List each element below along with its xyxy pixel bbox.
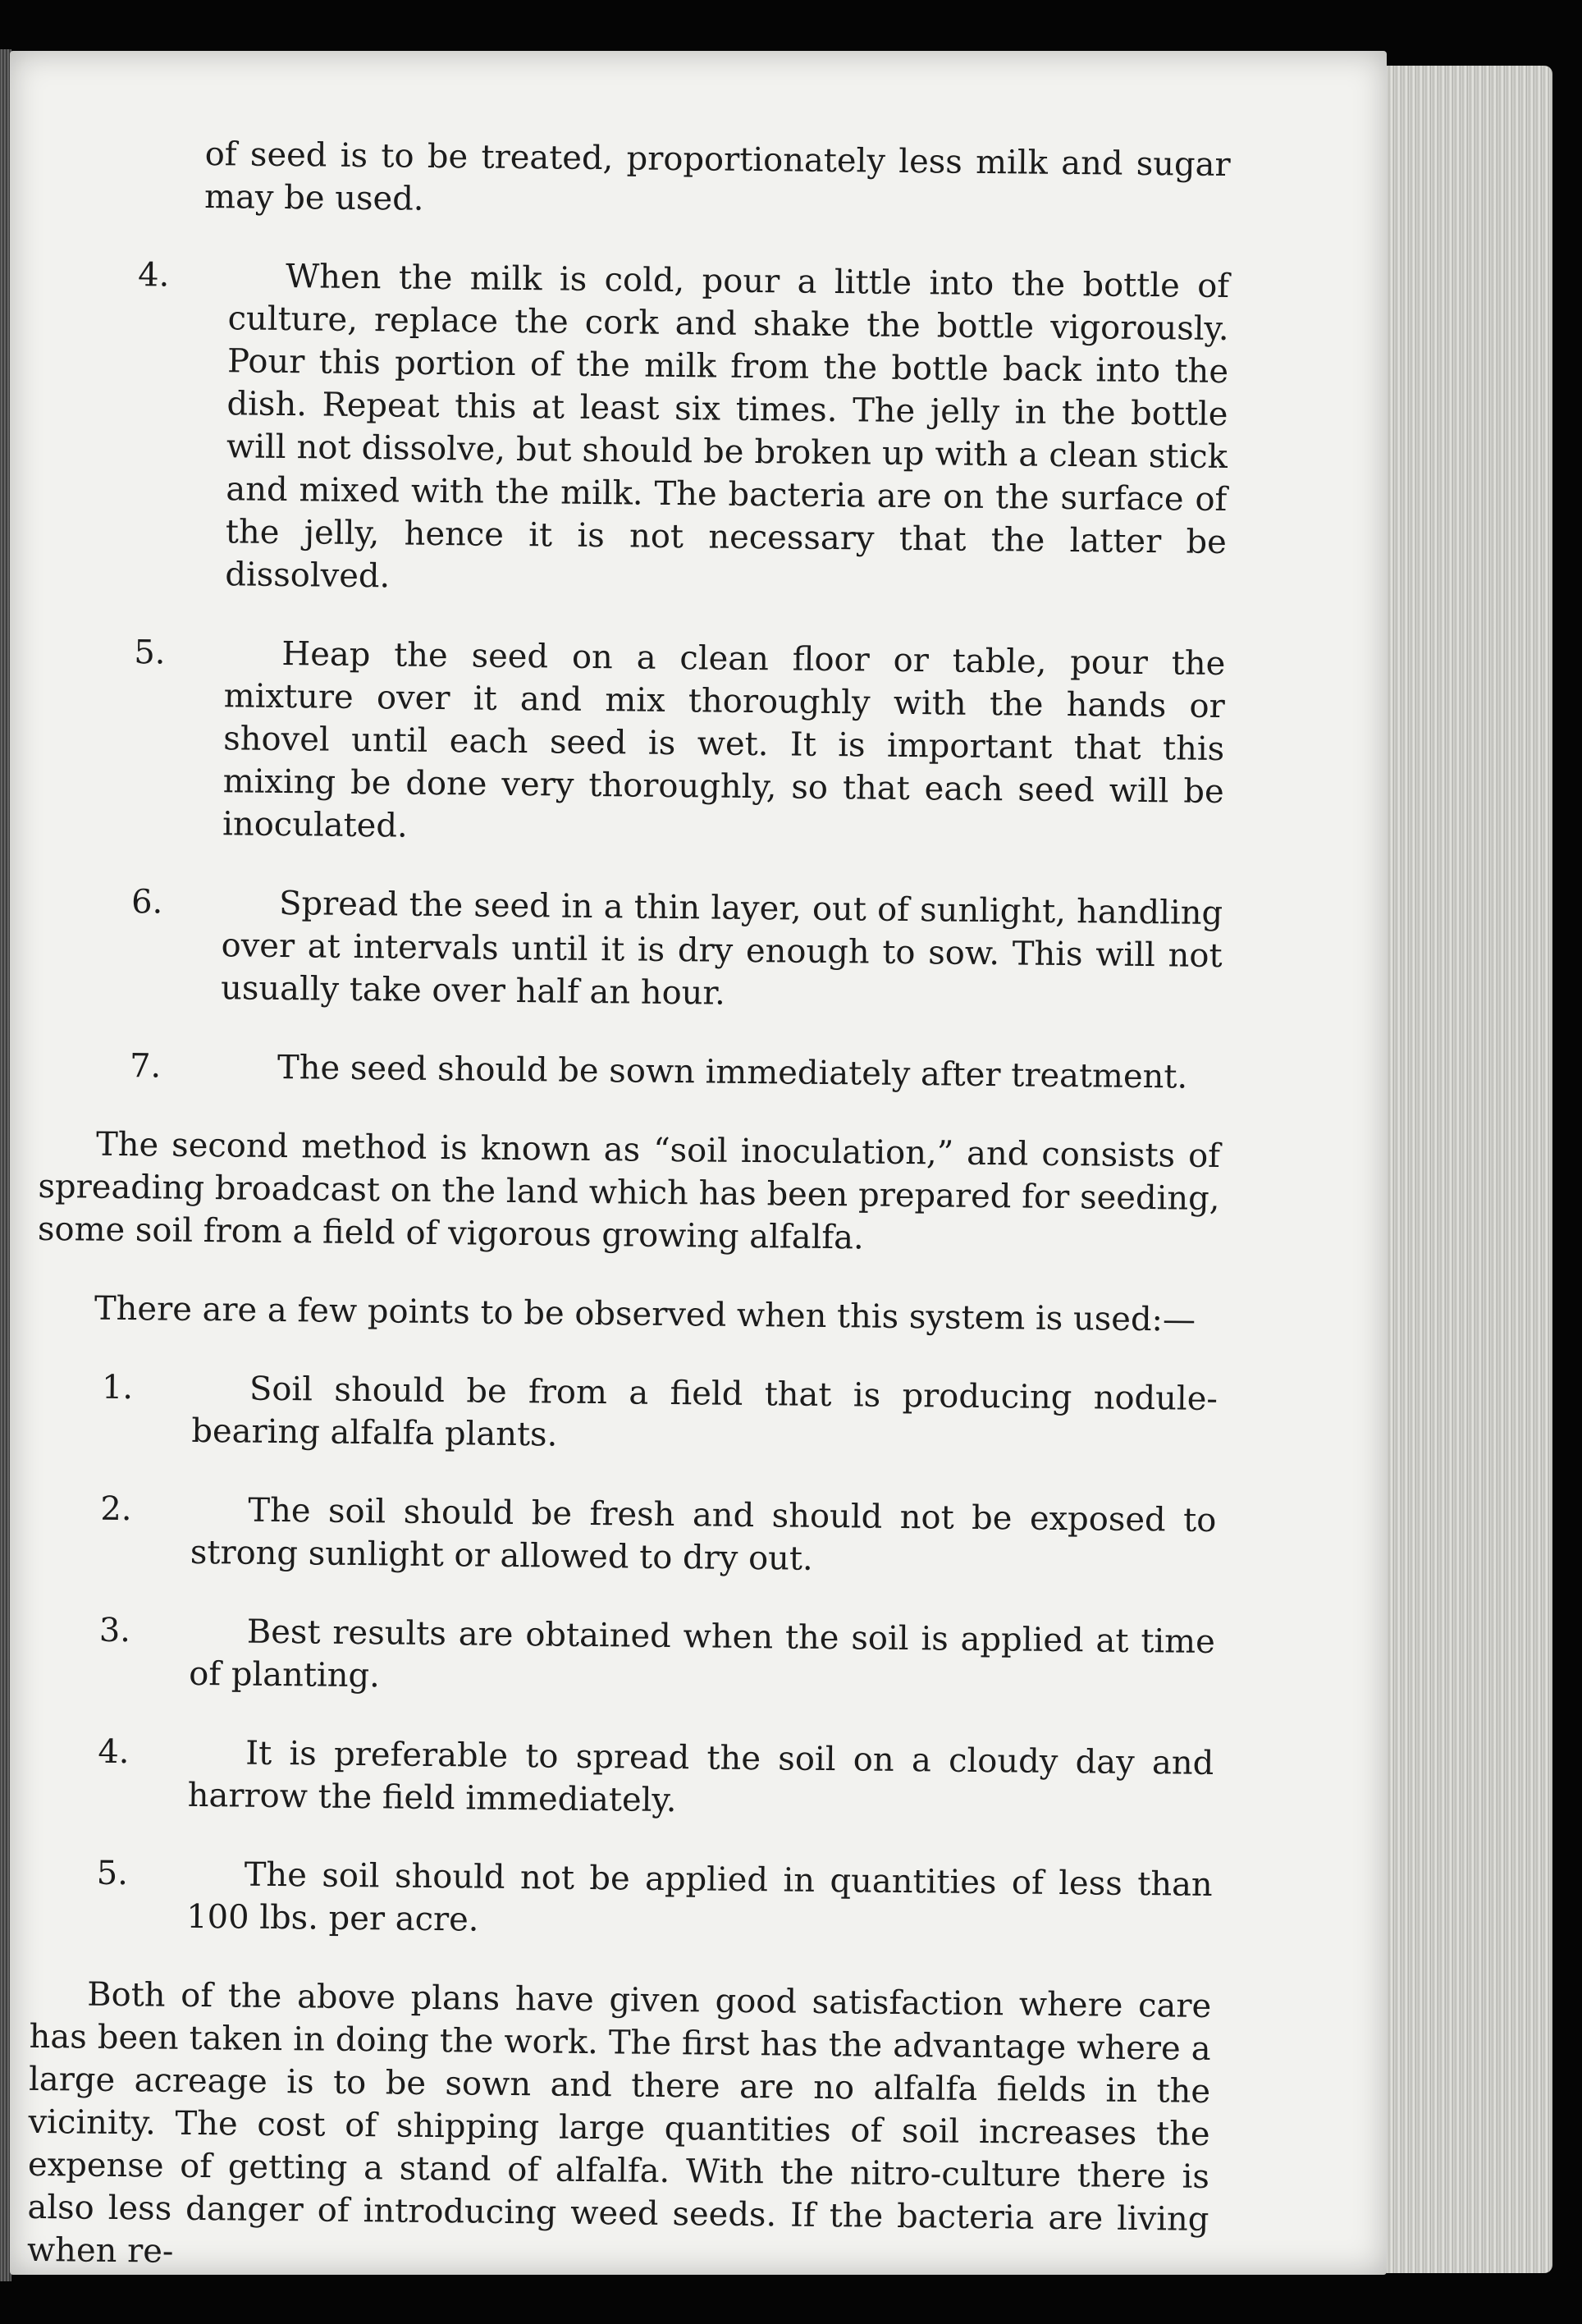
list-item — [135, 254, 1229, 606]
item-number: 5. — [96, 1854, 129, 1893]
steps-list-a — [39, 253, 1230, 1099]
list-item — [100, 1488, 1217, 1585]
item-number: 1. — [101, 1368, 134, 1407]
page-stack-edge — [1372, 66, 1552, 2273]
item-text: The soil should be fresh and should not be exposed to strong sunlight or allowed to dry out. — [190, 1491, 1217, 1578]
list-item — [101, 1366, 1218, 1463]
steps-list-b — [30, 1366, 1218, 1949]
item-text: The soil should not be applied in quantities of less than 100 lbs. per acre. — [185, 1855, 1213, 1939]
item-text: The seed should be sown immediately after treatment. — [277, 1048, 1188, 1096]
paragraph-closing: Both of the above plans have given good satisfaction where care has been taken in doing the work. The first has the advantage where a large acreage is to be sown and there are no alfalfa fields in the vicinity. The cost of shipping large quantities of soil increases the expense of getting a stand of alfalfa. With the nitro-culture there is also less danger of introducing weed seeds. If the bacteria are living when re- — [26, 1975, 1212, 2271]
item-text: Soil should be from a field that is producing nodule-bearing alfalfa plants. — [191, 1370, 1219, 1454]
list-item — [98, 1609, 1215, 1706]
item-text: Heap the seed on a clean floor or table, pour the mixture over it and mix thoroughly with the hands or shovel until each seed is wet. It is important that this mixing be done very thoroughly, so that each seed will be inoculated. — [222, 635, 1226, 845]
lead-paragraph: of seed is to be treated, proportionately less milk and sugar may be used. — [203, 135, 1231, 218]
item-number: 4. — [98, 1732, 130, 1772]
paragraph-second-method: The second method is known as “soil inoculation,” and consists of spreading broadcast on the land which has been prepared for seeding, some soil from a field of vigorous growing alfalfa. — [37, 1125, 1221, 1257]
item-number: 2. — [100, 1489, 132, 1529]
item-number: 4. — [137, 256, 170, 295]
page-text — [27, 131, 1231, 2284]
list-item — [132, 631, 1226, 856]
item-number: 6. — [130, 883, 163, 922]
list-item — [96, 1852, 1213, 1949]
item-text: Spread the seed in a thin layer, out of sunlight, handling over at intervals until it is dry enough to sow. This will not usually take over half an hour. — [220, 884, 1223, 1013]
item-number: 5. — [134, 634, 166, 672]
list-item — [130, 881, 1223, 1020]
list-item — [98, 1731, 1214, 1828]
item-text: When the milk is cold, pour a little into the bottle of culture, replace the cork and shake the bottle vigorously. Pour this portion of the milk from the bottle back into the dish. Repeat this at least six times. The jelly in the bottle will not dissolve, but should be broken up with a clean stick and mixed with the milk. The bacteria are on the surface of the jelly, hence it is not necessary that the latter be dissolved. — [225, 258, 1230, 596]
item-number: 3. — [98, 1611, 131, 1650]
item-text: It is preferable to spread the soil on a cloudy day and harrow the field immediately. — [187, 1734, 1214, 1820]
item-text: Best results are obtained when the soil is applied at time of planting. — [189, 1613, 1216, 1695]
item-number: 7. — [129, 1047, 162, 1086]
paragraph-points-intro: There are a few points to be observed when this system is used:— — [94, 1289, 1196, 1339]
